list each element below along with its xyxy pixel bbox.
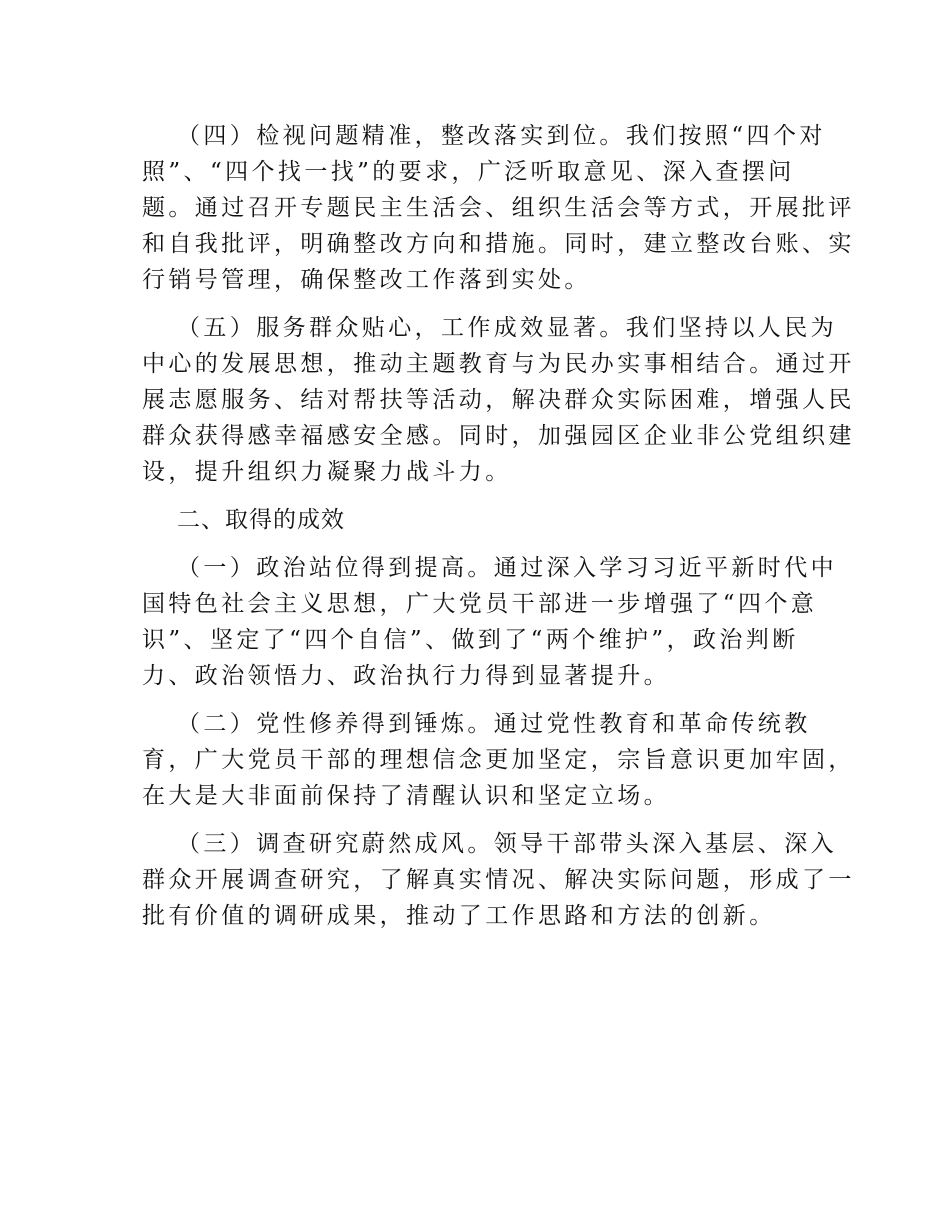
text-line: 设，提升组织力凝聚力战斗力。 xyxy=(142,459,512,485)
text-line: 中心的发展思想，推动主题教育与为民办实事相结合。通过开 xyxy=(142,351,855,377)
text-line: 行销号管理，确保整改工作落到实处。 xyxy=(142,267,591,293)
text-line: （一）政治站位得到提高。通过深入学习习近平新时代中 xyxy=(177,555,837,581)
text-line: 国特色社会主义思想，广大党员干部进一步增强了“四个意 xyxy=(142,591,818,617)
text-line: （三）调查研究蔚然成风。领导干部带头深入基层、深入 xyxy=(177,831,837,857)
document-body xyxy=(142,118,855,946)
section-heading-achievements: 二、取得的成效 xyxy=(177,507,345,533)
paragraph-party-spirit xyxy=(142,706,855,814)
text-line: （四）检视问题精准，整改落实到位。我们按照“四个对 xyxy=(177,123,826,149)
paragraph-serving-masses xyxy=(142,310,855,490)
text-line: 识”、坚定了“四个自信”、做到了“两个维护”，政治判断 xyxy=(142,627,799,653)
text-line: 群众开展调查研究，了解真实情况、解决实际问题，形成了一 xyxy=(142,867,855,893)
text-line: 和自我批评，明确整改方向和措施。同时，建立整改台账、实 xyxy=(142,231,855,257)
text-line: 展志愿服务、结对帮扶等活动，解决群众实际困难，增强人民 xyxy=(142,387,855,413)
text-line: 题。通过召开专题民主生活会、组织生活会等方式，开展批评 xyxy=(142,195,855,221)
paragraph-investigation-research xyxy=(142,826,855,934)
text-line: （二）党性修养得到锤炼。通过党性教育和革命传统教 xyxy=(177,711,811,737)
text-line: 育，广大党员干部的理想信念更加坚定，宗旨意识更加牢固， xyxy=(142,747,855,773)
text-line: 在大是大非面前保持了清醒认识和坚定立场。 xyxy=(142,783,670,809)
paragraph-inspection-rectification xyxy=(142,118,855,298)
text-line: 批有价值的调研成果，推动了工作思路和方法的创新。 xyxy=(142,903,776,929)
text-line: 照”、“四个找一找”的要求，广泛听取意见、深入查摆问 xyxy=(142,159,795,185)
text-line: 群众获得感幸福感安全感。同时，加强园区企业非公党组织建 xyxy=(142,423,855,449)
paragraph-political-stance xyxy=(142,550,837,694)
text-line: 力、政治领悟力、政治执行力得到显著提升。 xyxy=(142,663,670,689)
text-line: （五）服务群众贴心，工作成效显著。我们坚持以人民为 xyxy=(177,315,837,341)
